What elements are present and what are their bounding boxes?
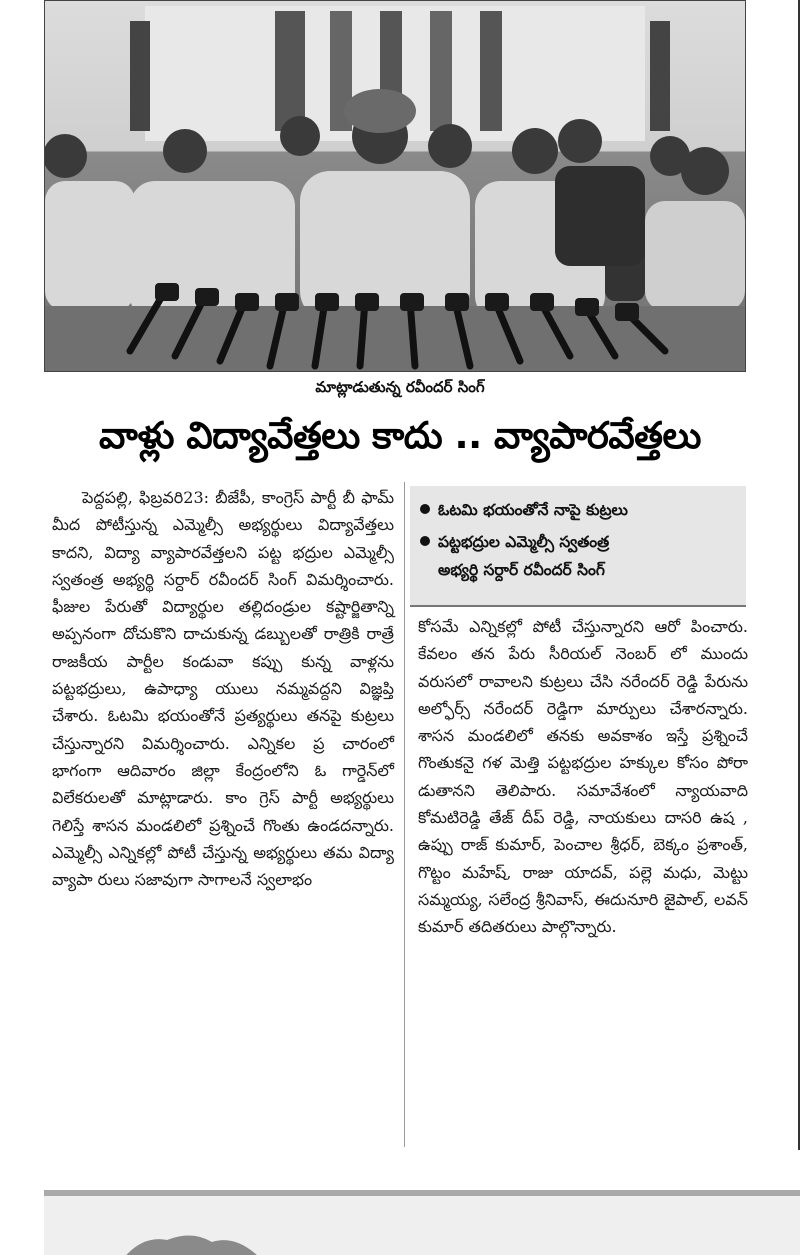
press-conference-photo <box>44 0 746 372</box>
highlight-text: ఓటమి భయంతోనే నాపై కుట్రలు <box>438 501 628 519</box>
column-divider <box>404 482 405 1147</box>
highlight-item <box>420 528 736 584</box>
next-article-band <box>44 1190 800 1255</box>
partial-graphic-icon <box>122 1230 262 1255</box>
article-right-column: కోసమే ఎన్నికల్లో పోటీ చేస్తున్నారని ఆరో పించారు. కేవలం తన పేరు సీరియల్ నెంబర్ లో ముందు వరుసలో రావాలని కుట్రలు చేసి నరేందర్ రెడ్డి పేరును అల్ఫోర్స్ నరేందర్ రెడ్డిగా మార్పులు చేశారన్నారు. శాసన మండలిలో తనకు అవకాశం ఇస్తే ప్రశ్నించే గొంతుకనై గళ మెత్తి పట్టభద్రుల హక్కుల కోసం పోరా డుతానని తెలిపారు. సమావేశంలో న్యాయవాది కోమటిరెడ్డి తేజ్ దీప్ రెడ్డి, నాయకులు దాసరి ఉష , ఉప్పు రాజ్ కుమార్, పెంచాల శ్రీధర్, బెక్కం ప్రశాంత్, గొట్టం మహేష్, రాజు యాదవ్, పల్లె మధు, మెట్టు సమ్మయ్య, సలేంద్ర శ్రీనివాస్, ఈదునూరి జైపాల్, లవన్ కుమార్ తదితరులు పాల్గొన్నారు. <box>418 617 748 937</box>
bullet-icon <box>420 504 430 514</box>
highlight-text-continued: అభ్యర్థి సర్దార్ రవీందర్ సింగ్ <box>438 561 605 579</box>
highlight-item <box>420 496 628 524</box>
article-headline: వాళ్లు విద్యావేత్తలు కాదు .. వ్యాపారవేత్తలు <box>99 414 701 457</box>
highlight-text: పట్టభద్రుల ఎమ్మెల్సీ స్వతంత్ర <box>438 533 610 551</box>
bullet-icon <box>420 536 430 546</box>
article-left-column: పెద్దపల్లి, ఫిబ్రవరి23: బీజేపీ, కాంగ్రెస్ పార్టీ బీ ఫామ్ మీద పోటీస్తున్న ఎమ్మెల్సీ అభ్యర్థులు విద్యావేత్తలు కాదని, విద్యా వ్యాపారవేత్తలని పట్ట భద్రుల ఎమ్మెల్సీ స్వతంత్ర అభ్యర్థి సర్దార్ రవీందర్ సింగ్ విమర్శించారు. ఫీజుల పేరుతో విద్యార్థుల తల్లిదండ్రుల కష్టార్జితాన్ని అప్పనంగా దోచుకొని దాచుకున్న డబ్బులతో రాత్రికి రాత్రే రాజకీయ పార్టీల కండువా కప్పు కున్న వాళ్లను పట్టభద్రులు, ఉపాధ్యా యులు నమ్మవద్దని విజ్ఞప్తి చేశారు. ఓటమి భయంతోనే ప్రత్యర్థులు తనపై కుట్రలు చేస్తున్నారని విమర్శించారు. ఎన్నికల ప్ర చారంలో భాగంగా ఆదివారం జిల్లా కేంద్రంలోని ఓ గార్డెన్‌లో విలేకరులతో మాట్లాడారు. కాం గ్రెస్ పార్టీ అభ్యర్థులు గెలిస్తే శాసన మండలిలో ప్రశ్నించే గొంతు ఉండదన్నారు. ఎమ్మెల్సీ ఎన్నికల్లో పోటీ చేస్తున్న అభ్యర్థులు తమ విద్యా వ్యాపా రులు సజావుగా సాగాలనే స్వలాభం <box>52 488 394 890</box>
highlights-box <box>410 486 746 607</box>
photo-caption: మాట్లాడుతున్న రవీందర్ సింగ్ <box>315 378 485 396</box>
photo-illustration <box>45 1 746 372</box>
